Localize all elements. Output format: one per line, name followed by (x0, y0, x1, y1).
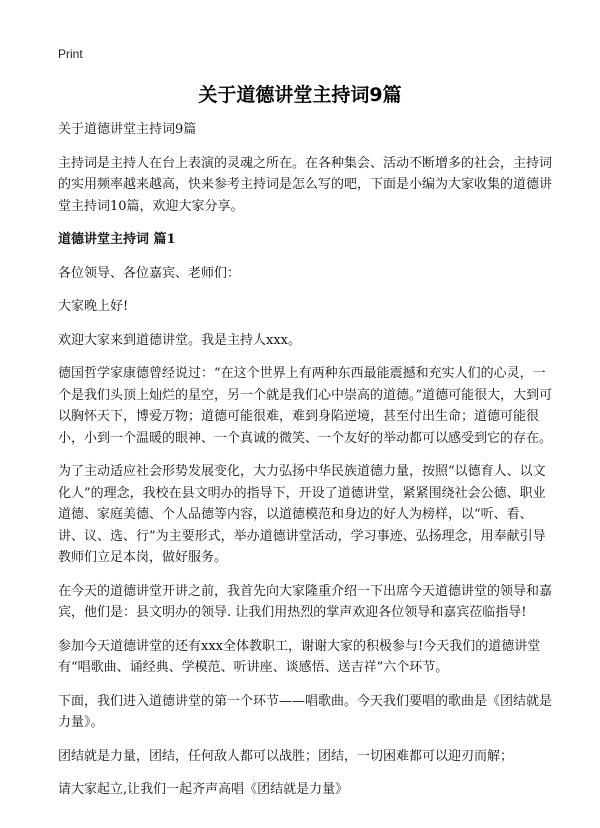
section-heading: 道德讲堂主持词 篇1 (58, 232, 176, 247)
paragraph-participants: 参加今天道德讲堂的还有xxx全体教职工，谢谢大家的积极参与!今天我们的道德讲堂有“唱歌曲、诵经典、学模范、听讲座、谈感悟、送吉祥”六个环节。 (58, 638, 541, 675)
intro-paragraph: 主持词是主持人在台上表演的灵魂之所在。在各种集会、活动不断增多的社会，主持词的实用频率越来越高，快来参考主持词是怎么写的吧，下面是小编为大家收集的道德讲堂主持词10篇，欢迎大家分享。 (58, 155, 553, 214)
document-body (58, 119, 554, 813)
document-subtitle: 关于道德讲堂主持词9篇 (58, 122, 197, 137)
print-label: Print (58, 47, 83, 61)
paragraph-unity: 团结就是力量，团结，任何敌人都可以战胜；团结，一切困难都可以迎刃而解； (58, 748, 514, 764)
paragraph-stand-sing: 请大家起立,让我们一起齐声高唱《团结就是力量》 (58, 782, 349, 797)
paragraph-welcome: 欢迎大家来到道德讲堂。我是主持人xxx。 (58, 332, 301, 348)
paragraph-greeting: 各位领导、各位嘉宾、老师们： (58, 265, 241, 281)
page-title: 关于道德讲堂主持词9篇 (198, 84, 402, 106)
paragraph-purpose: 为了主动适应社会形势发展变化，大力弘扬中华民族道德力量，按照“以德育人、以文化人”的理念，我校在县文明办的指导下，开设了道德讲堂，紧紧围绕社会公德、职业道德、家庭美德、个人品德等内容，以道德模范和身边的好人为榜样，以“听、看、讲、议、选、行”为主要形式，举办道德讲堂活动，学习事迹、弘扬理念，用奉献引导教师们立足本岗，做好服务。 (58, 464, 546, 565)
paragraph-evening: 大家晚上好! (58, 299, 129, 314)
paragraph-introductions: 在今天的道德讲堂开讲之前，我首先向大家隆重介绍一下出席今天道德讲堂的领导和嘉宾，他们是：县文明办的领导. 让我们用热烈的掌声欢迎各位领导和嘉宾莅临指导! (58, 583, 553, 620)
paragraph-kant-quote: 德国哲学家康德曾经说过：“在这个世界上有两种东西最能震撼和充实人们的心灵，一个是我们头顶上灿烂的星空，另一个就是我们心中崇高的道德。”道德可能很大，大到可以胸怀天下，博爱万物；道德可能很难，难到身陷逆境，甚至付出生命；道德可能很小，小到一个温暖的眼神、一个真诚的微笑、一个友好的举动都可以感受到它的存在。 (58, 366, 553, 446)
paragraph-first-segment: 下面，我们进入道德讲堂的第一个环节——唱歌曲。今天我们要唱的歌曲是《团结就是力量》。 (58, 693, 553, 730)
